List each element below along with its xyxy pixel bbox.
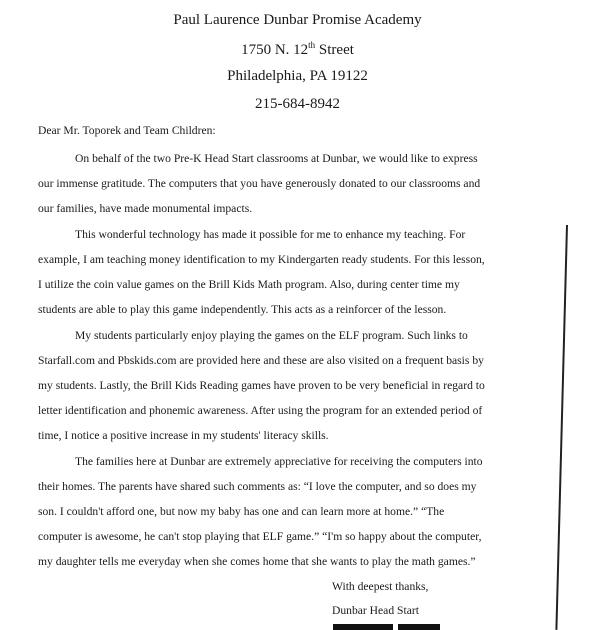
paragraph-line: students are able to play this game independently. This acts as a reinforcer of the lesson. [38,303,447,316]
salutation: Dear Mr. Toporek and Team Children: [38,124,216,137]
street-suffix: th [308,40,316,50]
signature-name: Dunbar Head Start [332,604,419,617]
redaction-bar [398,624,440,630]
paragraph-line: my daughter tells me everyday when she comes home that she wants to play the math games.” [38,555,476,568]
paragraph-line: son. I couldn't afford one, but now my baby has one and can learn more at home.” “The [38,505,445,518]
street-name: Street [318,42,354,58]
street-number: 1750 N. 12 [241,42,309,58]
paragraph-line: our families, have made monumental impacts. [38,202,253,215]
paragraph-line: computer is awesome, he can't stop playing that ELF game.” “I'm so happy about the computer, [38,530,482,543]
paragraph-line: I utilize the coin value games on the Brill Kids Math program. Also, during center time my [38,278,460,291]
paragraph-line: On behalf of the two Pre-K Head Start classrooms at Dunbar, we would like to express [75,152,478,165]
paragraph-line: example, I am teaching money identification to my Kindergarten ready students. For this lesson, [38,253,485,266]
paragraph-line: My students particularly enjoy playing the games on the ELF program. Such links to [75,329,468,342]
redaction-bar [333,624,393,630]
paragraph-line: Starfall.com and Pbskids.com are provided here and these are also visited on a frequent basis by [38,354,484,367]
paragraph-line: their homes. The parents have shared such comments as: “I love the computer, and so does my [38,480,477,493]
closing-phrase: With deepest thanks, [332,580,429,593]
street-address [0,40,595,59]
paragraph-line: This wonderful technology has made it possible for me to enhance my teaching. For [75,228,466,241]
school-name: Paul Laurence Dunbar Promise Academy [173,12,422,28]
paragraph-line: our immense gratitude. The computers that you have generously donated to our classrooms and [38,177,481,190]
paragraph-line: my students. Lastly, the Brill Kids Reading games have proven to be very beneficial in regard to [38,379,485,392]
paragraph-line: letter identification and phonemic awareness. After using the program for an extended period of [38,404,483,417]
scan-fold-line [555,225,567,630]
city-line: Philadelphia, PA 19122 [227,68,368,84]
paragraph-line: time, I notice a positive increase in my students' literacy skills. [38,429,329,442]
phone-number: 215-684-8942 [255,96,340,112]
paragraph-line: The families here at Dunbar are extremely appreciative for receiving the computers into [75,455,483,468]
